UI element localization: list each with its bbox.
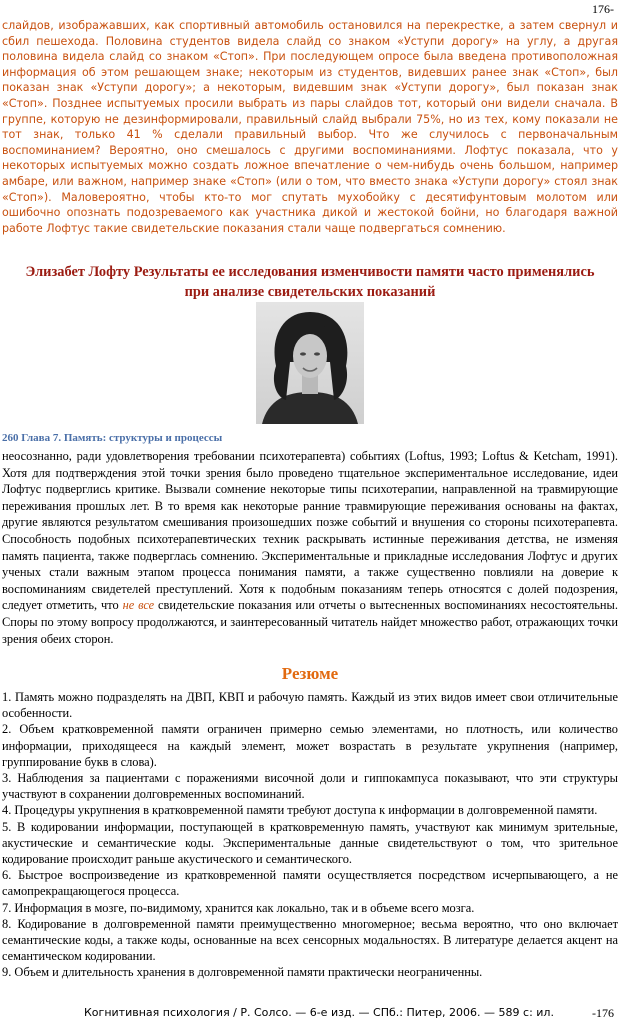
portrait-image-icon <box>256 302 364 424</box>
chapter-header: 260 Глава 7. Память: структуры и процессы <box>2 432 223 444</box>
body-emphasis: не все <box>122 598 155 613</box>
footer-citation: Когнитивная психология / Р. Солсо. — 6-е изд. — СПб.: Питер, 2006. — 589 с: ил. <box>84 1006 554 1019</box>
photo-caption: Элизабет Лофту Результаты ее исследования изменчивости памяти часто применялись при анализе свидетельских показаний <box>25 264 595 300</box>
summary-list <box>2 689 618 981</box>
summary-item: 9. Объем и длительность хранения в долговременной памяти практически неограниченны. <box>2 965 483 980</box>
summary-item: 1. Память можно подразделять на ДВП, КВП и рабочую память. Каждый из этих видов имеет свои отличительные особенности. <box>2 690 618 721</box>
page-number-bottom: -176 <box>592 1006 614 1020</box>
summary-item: 2. Объем кратковременной памяти ограничен примерно семью элементами, но плотность, или количество информации, приходящееся на каждый элемент, может возрастать в результате укрупнения (например, группирование букв в слова). <box>2 722 618 769</box>
body-text-after: свидетельские показания или отчеты о вытесненных воспоминаниях несостоятельны. Споры по этому вопросу продолжаются, и заинтересованный читатель найдет множество работ, отражающих точки зрения обеих сторон. <box>2 598 618 646</box>
body-paragraph <box>2 448 618 647</box>
summary-item: 8. Кодирование в долговременной памяти преимущественно многомерное; весьма вероятно, что оно включает семантические коды, а также коды, основанные на всех сенсорных модальностях. В литературе делается акцент на семантическом кодировании. <box>2 916 618 964</box>
highlighted-paragraph: слайдов, изображавших, как спортивный автомобиль остановился на перекрестке, а затем свернул и сбил пешехода. Половина студентов видела слайд со знаком «Уступи дорогу» на углу, а другая половина видела слайд со знаком «Стоп». При последующем опросе была введена противоположная информация об этом решающем знаке; некоторым из студентов, видевших ранее знак «Стоп», был показан знак «Уступи дорогу»; а некоторым, видевшим знак «Уступи дорогу», был показан знак «Стоп». Позднее испытуемых просили выбрать из пары слайдов тот, который они видели сначала. В группе, которую не дезинформировали, правильный слайд выбрали 75%, но из тех, кому показали не тот знак, только 41 % сделали правильный выбор. Что же случилось с первоначальным воспоминанием? Вероятно, оно смешалось с другими воспоминаниями. Лофтус показала, что у некоторых испытуемых можно создать ложное впечатление о чем-нибудь очень большом, например амбаре, или важном, например знаке «Стоп» (или о том, что вместо знака «Уступи дорогу» стоял знак «Стоп»). Маловероятно, чтобы кто-то мог спутать мухобойку с десятифунтовым молотом или ошибочно опознать подозреваемого как участника дикой и жестокой бойни, но благодаря важной работе Лофтус такие свидетельские показания стали чаще подвергаться сомнению. <box>2 19 618 235</box>
summary-title: Резюме <box>281 664 339 683</box>
summary-item: 4. Процедуры укрупнения в кратковременной памяти требуют доступа к информации в долговременной памяти. <box>2 803 598 818</box>
summary-item: 5. В кодировании информации, поступающей в кратковременную память, участвуют как минимум зрительные, акустические и семантические коды. Экспериментальные данные свидетельствуют о том, что зрительное кодирование происходит раньше акустического и семантического. <box>2 819 618 867</box>
summary-item: 6. Быстрое воспроизведение из кратковременной памяти осуществляется посредством исчерпывающего, а не самопрекращающегося процесса. <box>2 868 618 899</box>
summary-item: 3. Наблюдения за пациентами с поражениями височной доли и гиппокампуса показывают, что эти структуры участвуют в сохранении долговременных воспоминаний. <box>2 771 618 802</box>
page-number-top: 176- <box>592 2 614 16</box>
body-text-before: неосознанно, ради удовлетворения требовании психотерапевта) событиях (Loftus, 1993; Loftus & Ketcham, 1991). Хотя для подтверждения этой точки зрения было проведено тщательное экспериментальное исследование, идеи Лофтус подверглись критике. Вызвали сомнение некоторые типы психотерапии, направленной на травмирующие переживания прошлых лет. В то время как некоторые ранние травмирующие переживания основаны на фактах, другие являются результатом смешивания произошедших позже событий и внушения со стороны психотерапевта. Способность подобных психотерапевтических техник раскрывать истинные переживания детства, не изменяя память пациента, также подверглась сомнению. Экспериментальные и прикладные исследования Лофтус и других ученых стали важным этапом процесса понимания памяти, а также существенно повлияли на доверие к воспоминаниям свидетелей преступлений. Хотя к подобным показаниям теперь относятся с долей подозрения, следует отметить, что <box>2 449 618 613</box>
summary-item: 7. Информация в мозге, по-видимому, хранится как локально, так и в объеме всего мозга. <box>2 900 475 915</box>
portrait-photo <box>256 302 364 424</box>
